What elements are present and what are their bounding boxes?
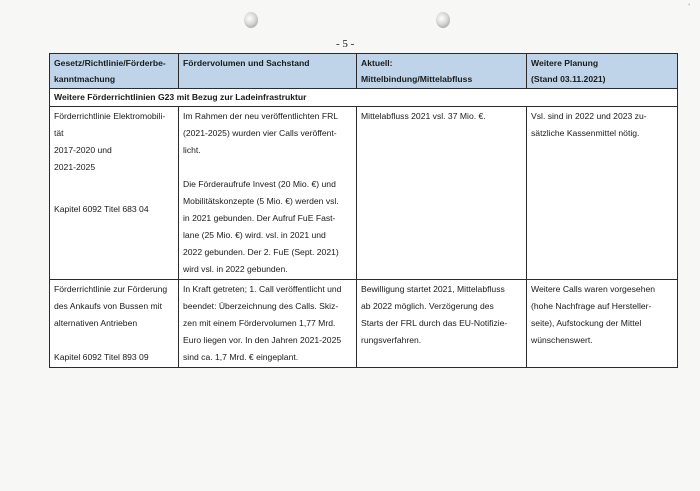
cell-line: 2017-2020 und <box>54 145 112 155</box>
punch-hole-left <box>244 12 258 28</box>
cell-line: des Ankaufs von Bussen mit <box>54 301 162 311</box>
cell-line: zen mit einem Fördervolumen 1,77 Mrd. <box>183 318 336 328</box>
cell-line: lane (25 Mio. €) wird. vsl. in 2021 und <box>183 230 326 240</box>
cell-line: Im Rahmen der neu veröffentlichten FRL <box>183 111 339 121</box>
row-current-cell <box>357 280 527 368</box>
kapitel-text: Kapitel 6092 Titel 893 09 <box>54 352 149 362</box>
row-current-cell <box>357 107 527 280</box>
cell-line: Euro liegen vor. In den Jahren 2021-2025 <box>183 335 342 345</box>
row-planning-cell <box>527 280 678 368</box>
header-current <box>357 54 527 89</box>
header-planning-line: (Stand 03.11.2021) <box>531 74 606 84</box>
cell-line: Die Förderaufrufe Invest (20 Mio. €) und <box>183 179 336 189</box>
cell-line: wird vsl. in 2022 gebunden. <box>183 264 288 274</box>
header-law <box>50 54 179 89</box>
table-row <box>50 280 678 368</box>
header-planning <box>527 54 678 89</box>
header-planning-line: Weitere Planung <box>531 58 599 68</box>
row-planning-cell <box>527 107 678 280</box>
cell-line: 2021-2025 <box>54 162 96 172</box>
cell-line: ab 2022 möglich. Verzögerung des <box>361 301 494 311</box>
cell-line: Bewilligung startet 2021, Mittelabfluss <box>361 284 505 294</box>
cell-line: wünschenswert. <box>531 335 593 345</box>
header-row <box>50 54 678 89</box>
cell-line: sätzliche Kassenmittel nötig. <box>531 128 640 138</box>
cell-line: sind ca. 1,7 Mrd. € eingeplant. <box>183 352 299 362</box>
cell-line: In Kraft getreten; 1. Call veröffentlicht und <box>183 284 342 294</box>
cell-line: (hohe Nachfrage auf Hersteller- <box>531 301 652 311</box>
header-current-line: Mittelbindung/Mittelabfluss <box>361 74 473 84</box>
cell-line: Starts der FRL durch das EU-Notifizie- <box>361 318 508 328</box>
corner-mark: ' <box>688 2 690 12</box>
cell-line: Förderrichtlinie Elektromobili- <box>54 111 166 121</box>
cell-line: tät <box>54 128 64 138</box>
cell-line: Förderrichtlinie zur Förderung <box>54 284 168 294</box>
header-volume <box>179 54 357 89</box>
cell-line: Weitere Calls waren vorgesehen <box>531 284 656 294</box>
section-row <box>50 89 678 107</box>
cell-line: beendet: Überzeichnung des Calls. Skiz- <box>183 301 339 311</box>
header-volume-line: Fördervolumen und Sachstand <box>183 58 310 68</box>
cell-line: in 2021 gebunden. Der Aufruf FuE Fast- <box>183 213 336 223</box>
funding-table <box>49 53 678 368</box>
cell-line: alternativen Antrieben <box>54 318 138 328</box>
cell-line: Vsl. sind in 2022 und 2023 zu- <box>531 111 647 121</box>
header-current-line: Aktuell: <box>361 58 393 68</box>
header-law-line: kanntmachung <box>54 74 116 84</box>
cell-line: (2021-2025) wurden vier Calls veröffent- <box>183 128 337 138</box>
table-row <box>50 107 678 280</box>
punch-hole-right <box>436 12 450 28</box>
cell-line: rungsverfahren. <box>361 335 422 345</box>
cell-line: licht. <box>183 145 201 155</box>
cell-line: Mittelabfluss 2021 vsl. 37 Mio. €. <box>361 111 486 121</box>
cell-line: Mobilitätskonzepte (5 Mio. €) werden vsl. <box>183 196 339 206</box>
header-law-line: Gesetz/Richtlinie/Förderbe- <box>54 58 166 68</box>
row-volume-cell <box>179 280 357 368</box>
cell-line: seite), Aufstockung der Mittel <box>531 318 642 328</box>
cell-line: 2022 gebunden. Der 2. FuE (Sept. 2021) <box>183 247 339 257</box>
row-law-cell <box>50 280 179 368</box>
row-volume-cell <box>179 107 357 280</box>
kapitel-text: Kapitel 6092 Titel 683 04 <box>54 204 149 214</box>
row-law-cell <box>50 107 179 280</box>
section-title: Weitere Förderrichtlinien G23 mit Bezug zur Ladeinfrastruktur <box>50 89 678 107</box>
page-number: - 5 - <box>336 38 355 50</box>
